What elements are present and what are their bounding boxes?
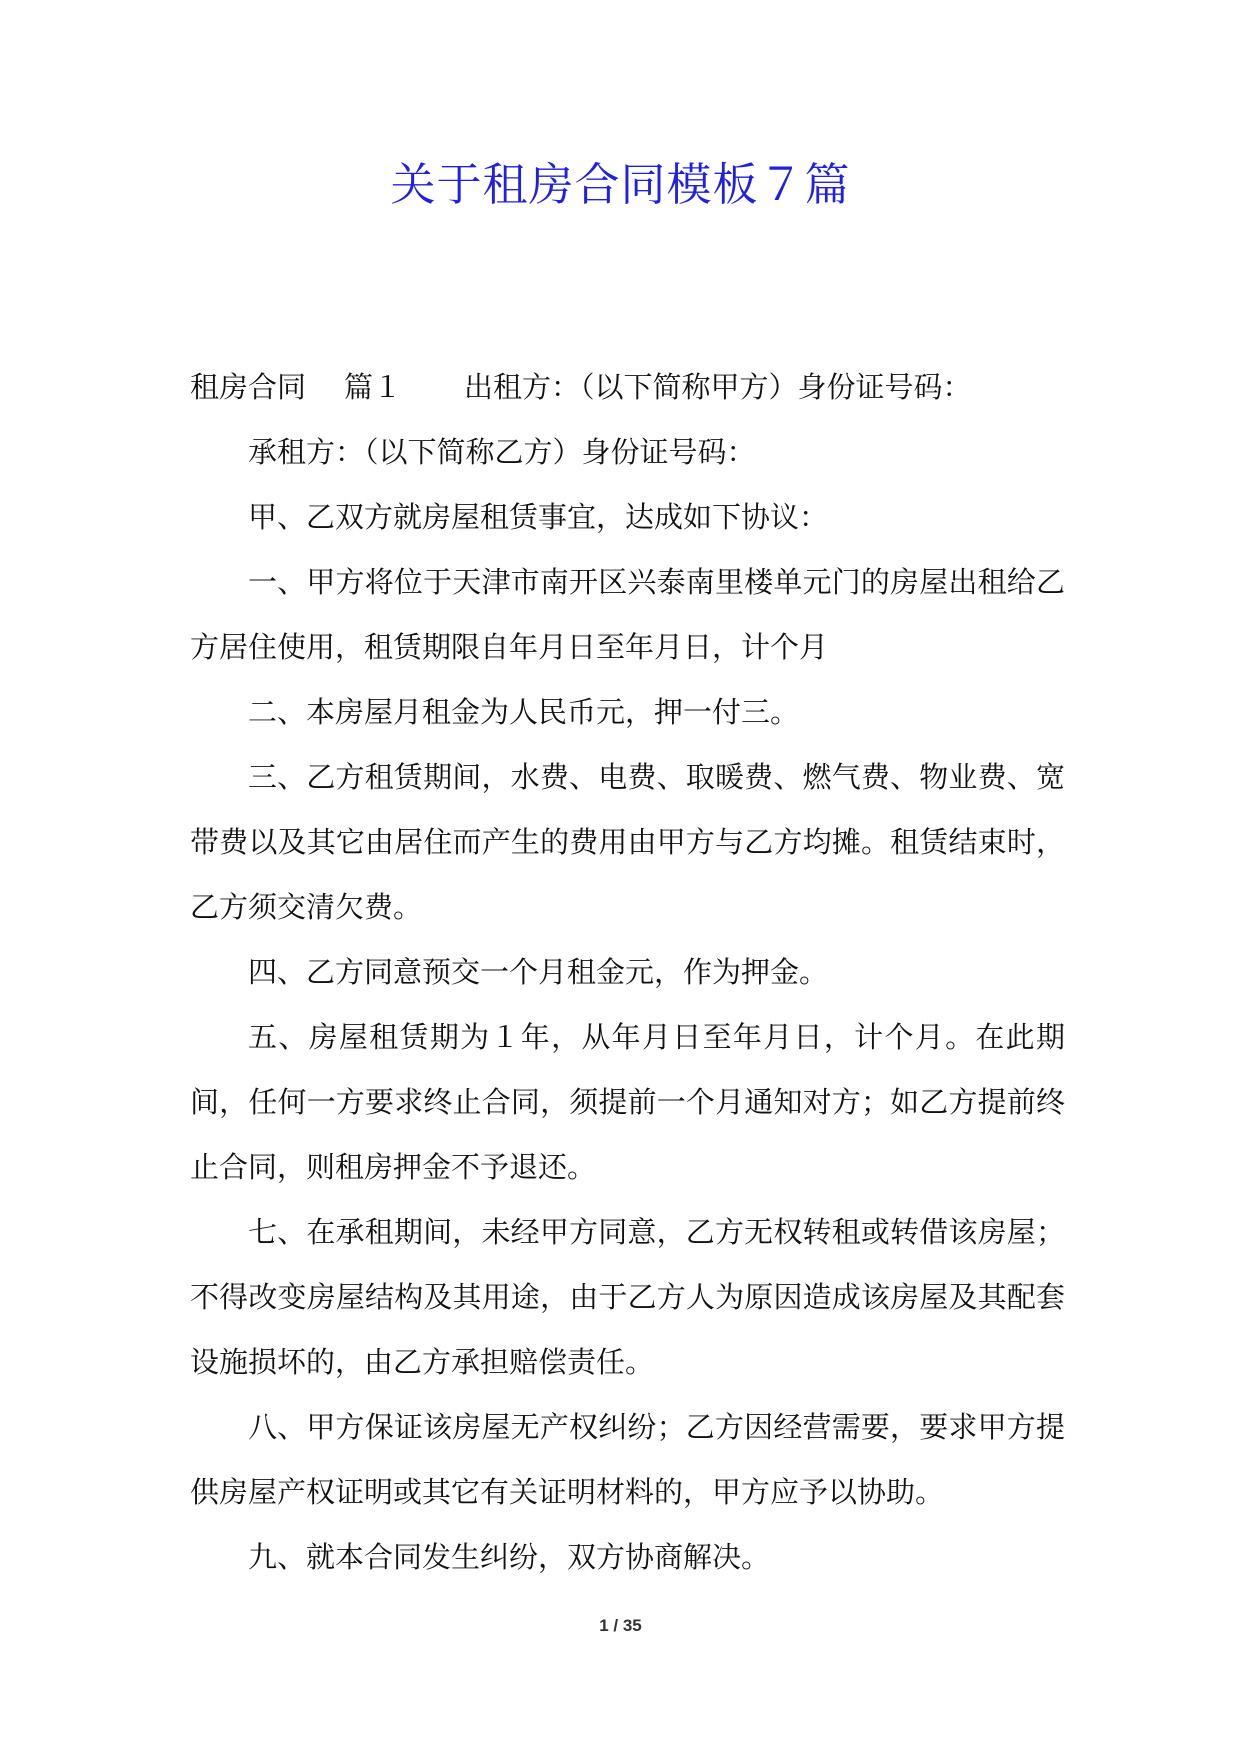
paragraph: 五、房屋租赁期为１年，从年月日至年月日，计个月。在此期间，任何一方要求终止合同，须提前一个月通知对方；如乙方提前终止合同，则租房押金不予退还。 <box>190 1020 1065 1184</box>
lessor-line: 出租方：（以下简称甲方）身份证号码： <box>464 370 972 404</box>
paragraph: 八、甲方保证该房屋无产权纠纷；乙方因经营需要，要求甲方提供房屋产权证明或其它有关证明材料的，甲方应予以协助。 <box>190 1410 1065 1509</box>
document-title: 关于租房合同模板７篇 <box>390 158 851 211</box>
section-number: 篇１ <box>344 370 403 404</box>
page-number: 1 / 35 <box>599 1616 642 1635</box>
paragraph: 二、本房屋月租金为人民币元，押一付三。 <box>248 695 800 729</box>
paragraph: 七、在承租期间，未经甲方同意，乙方无权转租或转借该房屋；不得改变房屋结构及其用途，由于乙方人为原因造成该房屋及其配套设施损坏的，由乙方承担赔偿责任。 <box>190 1215 1065 1379</box>
document-body <box>190 355 1065 1590</box>
paragraph: 承租方：（以下简称乙方）身份证号码： <box>248 435 756 469</box>
paragraph: 九、就本合同发生纠纷，双方协商解决。 <box>248 1540 771 1574</box>
section-label: 租房合同 <box>190 370 307 404</box>
paragraph: 三、乙方租赁期间，水费、电费、取暖费、燃气费、物业费、宽带费以及其它由居住而产生的费用由甲方与乙方均摊。租赁结束时，乙方须交清欠费。 <box>190 760 1065 924</box>
first-line <box>190 355 1065 420</box>
paragraph: 一、甲方将位于天津市南开区兴泰南里楼单元门的房屋出租给乙方居住使用，租赁期限自年月日至年月日，计个月 <box>190 565 1065 664</box>
paragraph: 四、乙方同意预交一个月租金元，作为押金。 <box>248 955 829 989</box>
paragraph: 甲、乙双方就房屋租赁事宜，达成如下协议： <box>248 500 829 534</box>
